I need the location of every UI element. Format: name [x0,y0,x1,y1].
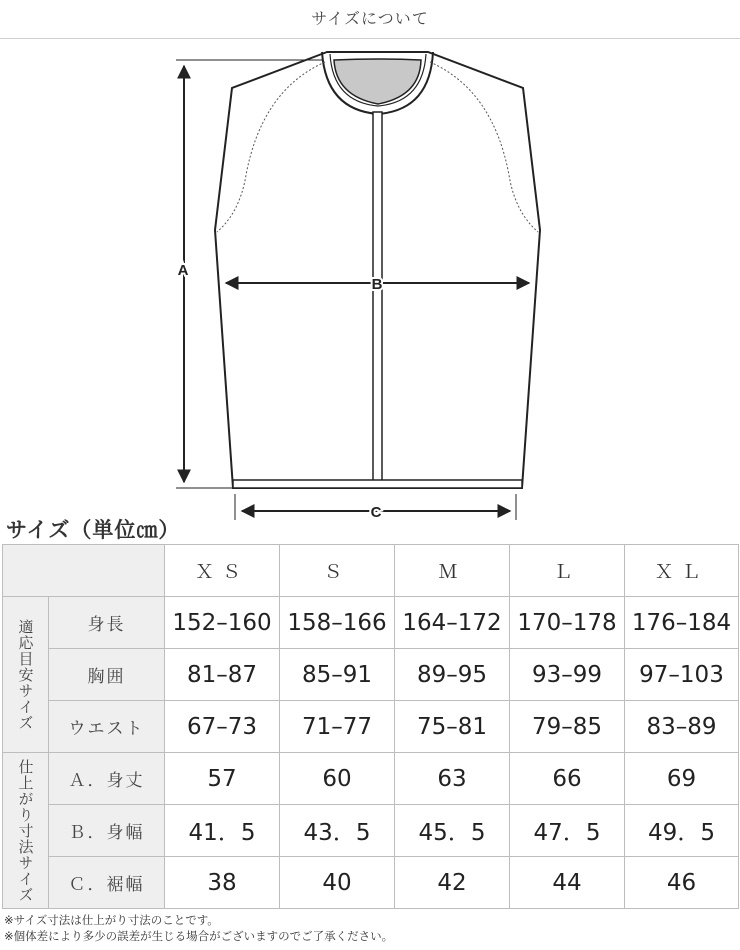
column-m: Ｍ [395,545,510,597]
table-cell: 93–99 [510,649,625,701]
table-cell: 71–77 [280,701,395,753]
table-cell: 49．5 [625,805,739,857]
table-cell: 176–184 [625,597,739,649]
table-row [3,649,739,701]
column-l: Ｌ [510,545,625,597]
table-row [3,805,739,857]
table-cell: 46 [625,857,739,909]
table-cell: 69 [625,753,739,805]
label-a: A [177,262,189,279]
table-cell: 81–87 [165,649,280,701]
row-label: Ｂ．身幅 [49,805,165,857]
row-label: 身長 [49,597,165,649]
table-row [3,701,739,753]
column-xs: ＸＳ [165,545,280,597]
table-cell: 164–172 [395,597,510,649]
table-cell: 57 [165,753,280,805]
group-label-fit: 適応目安サイズ [3,597,49,753]
size-table-title: サイズ（単位㎝） [6,518,181,542]
table-cell: 67–73 [165,701,280,753]
table-cell: 66 [510,753,625,805]
table-cell: 44 [510,857,625,909]
footnote: ※個体差により多少の誤差が生じる場合がございますのでご了承ください。 [4,929,394,943]
table-row [3,597,739,649]
table-row [3,857,739,909]
vest-zipper [373,112,382,488]
table-cell: 38 [165,857,280,909]
table-cell: 43．5 [280,805,395,857]
table-cell: 47．5 [510,805,625,857]
vest-hem [233,480,522,488]
row-label: Ｃ．裾幅 [49,857,165,909]
vest-illustration [0,40,740,520]
table-cell: 170–178 [510,597,625,649]
footnotes [4,912,393,944]
table-header-row [3,545,739,597]
table-cell: 79–85 [510,701,625,753]
group-label-finished: 仕上がり寸法サイズ [3,753,49,909]
row-label: 胸囲 [49,649,165,701]
page-header [0,0,740,39]
table-cell: 45．5 [395,805,510,857]
table-corner-cell [3,545,165,597]
table-row [3,753,739,805]
table-cell: 40 [280,857,395,909]
table-cell: 83–89 [625,701,739,753]
footnote: ※サイズ寸法は仕上がり寸法のことです。 [4,913,219,927]
table-cell: 41．5 [165,805,280,857]
row-label: ウエスト [49,701,165,753]
table-cell: 89–95 [395,649,510,701]
table-cell: 60 [280,753,395,805]
table-cell: 158–166 [280,597,395,649]
row-label: Ａ．身丈 [49,753,165,805]
table-cell: 85–91 [280,649,395,701]
table-cell: 75–81 [395,701,510,753]
column-xl: ＸＬ [625,545,739,597]
table-cell: 152–160 [165,597,280,649]
table-cell: 42 [395,857,510,909]
size-table [2,544,739,909]
table-cell: 63 [395,753,510,805]
table-cell: 97–103 [625,649,739,701]
header-title: サイズについて [311,9,429,28]
label-c: C [370,504,382,520]
label-b: B [371,276,383,293]
column-s: Ｓ [280,545,395,597]
vest-diagram [0,40,740,520]
